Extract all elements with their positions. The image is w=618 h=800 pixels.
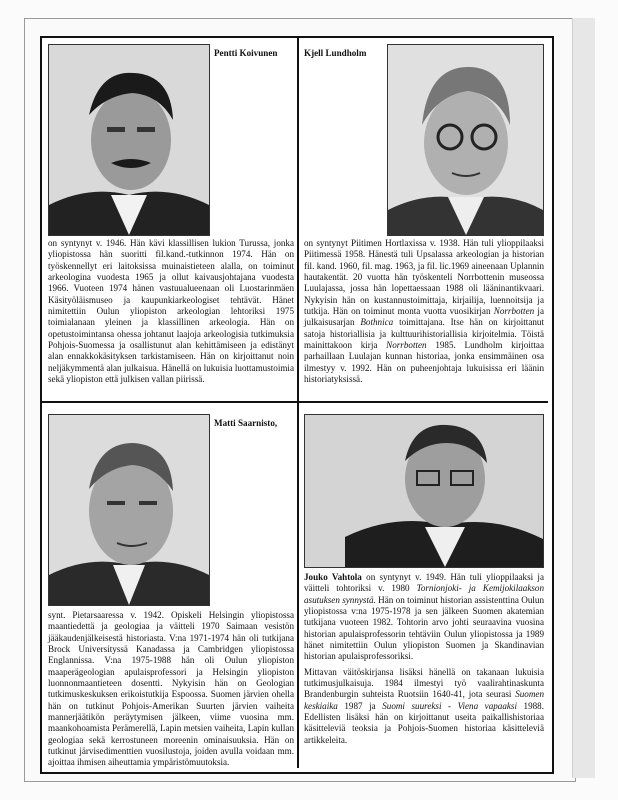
- portrait-vahtola: [304, 414, 544, 568]
- bio-text: Mittavan väitöskirjansa lisäksi hänellä on takanaan lukuisia tutkimusjulkaisuja. 1984 ilmestyi työ vaalirahtinaskunta Brandenburgin suhteista Ruotsiin 1640-41, jota seurasi: [304, 666, 544, 700]
- italic-dissertation: Tornionjoki- ja Kemijokilaakson asutuksen synnystä.: [304, 583, 545, 605]
- italic-suomi-suureksi: Suomi suureksi - Viena vapaaksi: [382, 700, 517, 711]
- bio-text: on syntynyt v. 1946. Hän kävi klassillisen lukion Turussa, jonka yliopistossa hän suoritti fil.kand.-tutkinnon 1974. Hän on työskennellyt eri laitoksissa muinaistieteen alalla, on toiminut arkeologina vuodesta 1965 ja ollut kaivausjohtajana vuodesta 1966. Vuoteen 1974 hänen vastuualueenaan oli Luostarinmäen Käsityöläismuseo ja kaupunkiarkeologiset tehtävät. Hänet nimitettiin Oulun yliopiston arkeologian lehtoriksi 1975 toimialanaan yleinen ja klassillinen arkeologia. Hän on opetustoimintansa ohessa johtanut laajoja arkeologisia tutkimuksia Pohjois-Suomessa ja osallistunut alan kehittämiseen ja edistänyt alan ennakkokäsityksen tarkistamiseen. Hän on kirjoittanut noin neljäkymmentä alan julkaisua. Hänellä on lukuisia luottamustoimia sekä yliopiston että julkisen vallan piirissä.: [48, 238, 294, 385]
- bio-text: 1988. Edellisten lisäksi hän on kirjoittanut useita paikallishistoriaa käsitteleviä teoksia ja Pohjois-Suomen historiaa käsitteleviä artikkeleita.: [304, 700, 544, 745]
- bio-text: ja julkaisusarjan: [304, 306, 544, 328]
- bio-text: 1987 ja: [337, 700, 383, 711]
- bio-text: synt. Pietarsaaressa v. 1942. Opiskeli Helsingin yliopistossa maantiedettä ja geologiaa ja väitteli 1970 Saimaan vesistön jääkaudenjälkeisestä historiasta. V:na 1971-1974 hän oli tutkijana Brock Universityssä Kanadassa ja Cambridgen yliopistossa Englannissa. V:na 1975-1988 hän oli Oulun yliopiston maaperägeologian apulaisprofessori ja Helsingin yliopiston luonnonmaantieteen dosentti. Nykyisin hän on Geologian tutkimuskeskuksen erikoistutkija Espoossa. Suomen järvien ohella hän on tutkinut Pohjois-Amerikan Suurten järvien vaiheita mannerjäätikön peräytymisen jälkeen, viime vuosina mm. maankohoamista Perämerellä, Lapin metsien vaiheita, Lapin kullan geologiaa sekä kerrostuneen moreenin ominaisuuksia. Hän on tutkinut järvisedimenttien vuosilustoja, joiden avulla voidaan mm. ajoittaa ihmisen aiheuttamia ympäristömuutoksia.: [48, 610, 294, 768]
- author-panel-frame: [40, 36, 554, 774]
- bio-text: on syntynyt Piitimen Hortlaxissa v. 1938. Hän tuli ylioppilaaksi Piitimessä 1958. Hänestä tuli Upsalassa arkeologian ja historian fil. kand. 1960, fil. mag. 1963, ja fil. lic.1969 aineenaan Uplannin hautakentät. 20 vuotta hän työskenteli Norrbottenin museossa Luulajassa, jossa hän lopettaessaan 1988 oli lääninantikvaari. Nykyisin hän on kustannustoimittaja, kirjailija, luennoitsija ja tutkija. Hän on toiminut monta vuotta vuosikirjan: [304, 238, 544, 317]
- bio-text: Hän on toiminut historian assistenttina Oulun yliopistossa v:na 1975-1978 ja sen jälkeen Suomen akatemian tutkijana vuoteen 1982. Tohtorin arvo johti seuraavina vuosina historian apulaisprofessorin tehtäviin Oulun yliopistossa ja 1989 hänet nimitettiin Oulun yliopiston Suomen ja Skandinavian historian apulaisprofessoriksi.: [304, 594, 544, 662]
- bio-name: Jouko Vahtola: [304, 572, 362, 582]
- portrait-lundholm: [387, 44, 544, 236]
- bio-name: Matti Saarnisto,: [214, 418, 278, 428]
- horizontal-divider: [42, 401, 548, 403]
- bio-saarnisto: [48, 610, 294, 769]
- bio-lundholm: [304, 238, 544, 385]
- italic-bothnica: Bothnica: [360, 317, 394, 328]
- book-spine: [572, 18, 595, 778]
- vertical-divider: [297, 38, 299, 768]
- italic-suomen-keskiaika: Suomen keskiaika: [304, 689, 544, 711]
- portrait-koivunen: [48, 44, 210, 236]
- bio-vahtola: [304, 572, 544, 746]
- bio-text: toimittajana. Itse hän on kirjoittanut satoja historiallisia ja kulttuurihistoriallisia kirjoitelmia. Töistä mainittakoon kirja: [304, 317, 544, 351]
- bio-text: on syntynyt v. 1949. Hän tuli ylioppilaaksi ja väitteli tohtoriksi v. 1980: [304, 572, 544, 594]
- bio-lundholm-side: [304, 59, 384, 237]
- bio-koivunen-top: [214, 48, 294, 59]
- bio-koivunen: [48, 238, 294, 385]
- bio-lundholm-top: [304, 48, 384, 59]
- bio-name: Kjell Lundholm: [304, 48, 367, 58]
- italic-norrbotten: Norrbotten: [493, 306, 535, 317]
- bio-text: 1985. Lundholm kirjoittaa parhaillaan Luulajan kunnan historiaa, jonka ensimmäinen osa ilmestyy v. 1992. Hän on puheenjohtaja lukuisissa eri läänin historiatyksissä.: [304, 340, 545, 385]
- portrait-saarnisto: [48, 414, 210, 606]
- italic-norrbotten-book: Norrbotten: [386, 340, 427, 351]
- bio-name: Pentti Koivunen: [214, 48, 278, 58]
- bio-saarnisto-top: [214, 418, 294, 429]
